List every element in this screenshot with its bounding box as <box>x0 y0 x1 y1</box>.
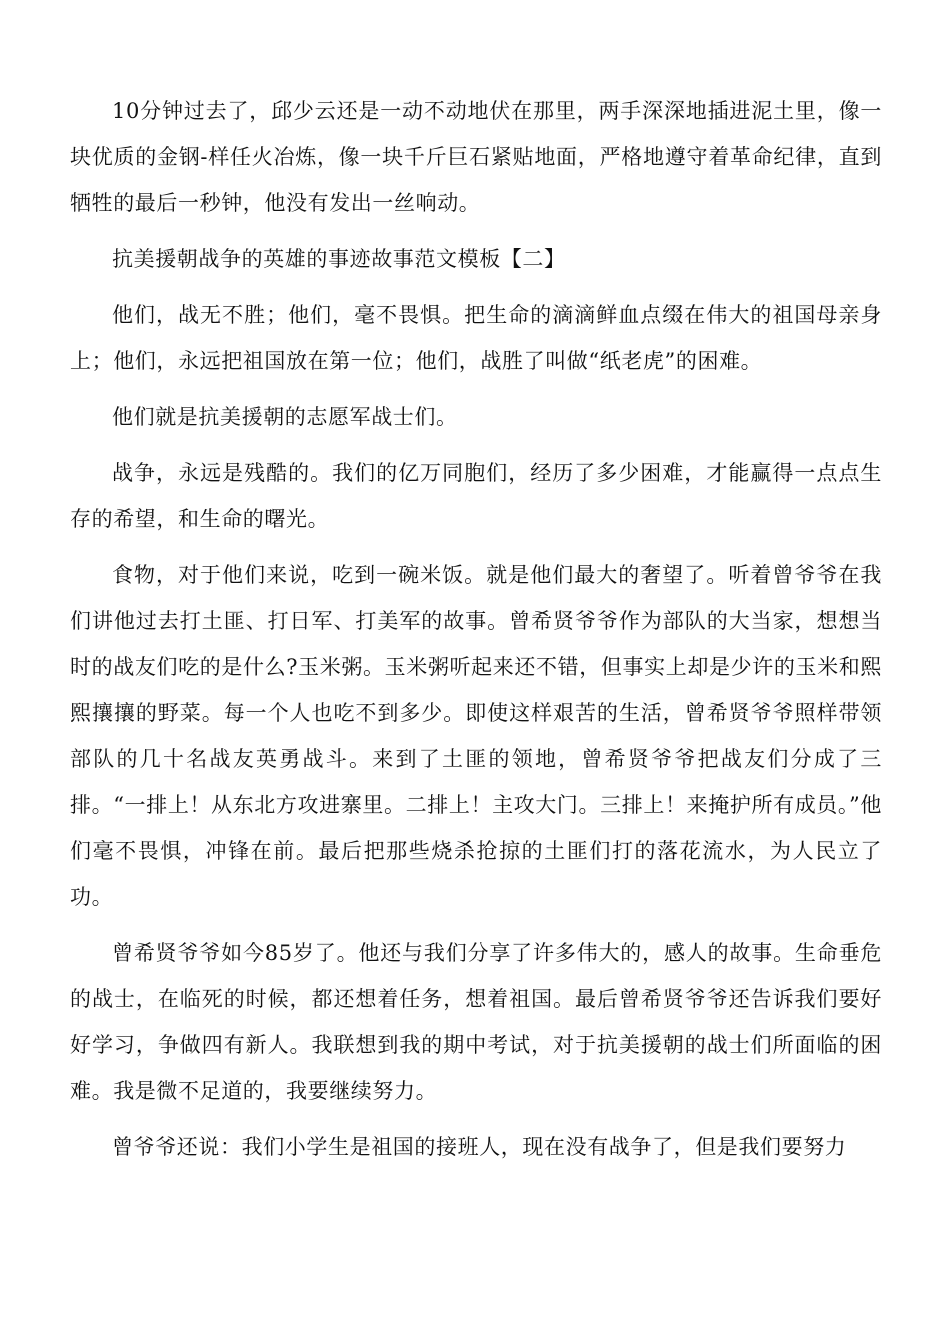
paragraph-intro: 他们，战无不胜；他们，毫不畏惧。把生命的滴滴鲜血点缀在伟大的祖国母亲身上；他们，永远把祖国放在第一位；他们，战胜了叫做“纸老虎”的困难。 <box>70 303 882 373</box>
paragraph-grandpa-advice: 曾爷爷还说：我们小学生是祖国的接班人，现在没有战争了，但是我们要努力 <box>112 1135 847 1159</box>
paragraph-grandpa-stories: 曾希贤爷爷如今85岁了。他还与我们分享了许多伟大的，感人的故事。生命垂危的战士，在临死的时候，都还想着任务，想着祖国。最后曾希贤爷爷还告诉我们要好好学习，争做四有新人。我联想到我的期中考试，对于抗美援朝的战士们所面临的困难。我是微不足道的，我要继续努力。 <box>70 941 882 1103</box>
paragraph-volunteers: 他们就是抗美援朝的志愿军战士们。 <box>112 405 458 429</box>
paragraph-war: 战争，永远是残酷的。我们的亿万同胞们，经历了多少困难，才能赢得一点点生存的希望，和生命的曙光。 <box>70 461 882 531</box>
section-heading: 抗美援朝战争的英雄的事迹故事范文模板【二】 <box>112 247 566 271</box>
paragraph-qiu-shaoyun: 10分钟过去了，邱少云还是一动不动地伏在那里，两手深深地插进泥土里，像一块优质的金钢-样任火冶炼，像一块千斤巨石紧贴地面，严格地遵守着革命纪律，直到牺牲的最后一秒钟，他没有发出一丝响动。 <box>70 99 882 215</box>
paragraph-food: 食物，对于他们来说，吃到一碗米饭。就是他们最大的奢望了。听着曾爷爷在我们讲他过去打土匪、打日军、打美军的故事。曾希贤爷爷作为部队的大当家，想想当时的战友们吃的是什么?玉米粥。玉米粥听起来还不错，但事实上却是少许的玉米和熙熙攘攘的野菜。每一个人也吃不到多少。即使这样艰苦的生活，曾希贤爷爷照样带领部队的几十名战友英勇战斗。来到了土匪的领地，曾希贤爷爷把战友们分成了三排。“一排上！从东北方攻进寨里。二排上！主攻大门。三排上！来掩护所有成员。”他们毫不畏惧，冲锋在前。最后把那些烧杀抢掠的土匪们打的落花流水，为人民立了功。 <box>70 563 882 909</box>
document-body <box>70 88 882 1180</box>
